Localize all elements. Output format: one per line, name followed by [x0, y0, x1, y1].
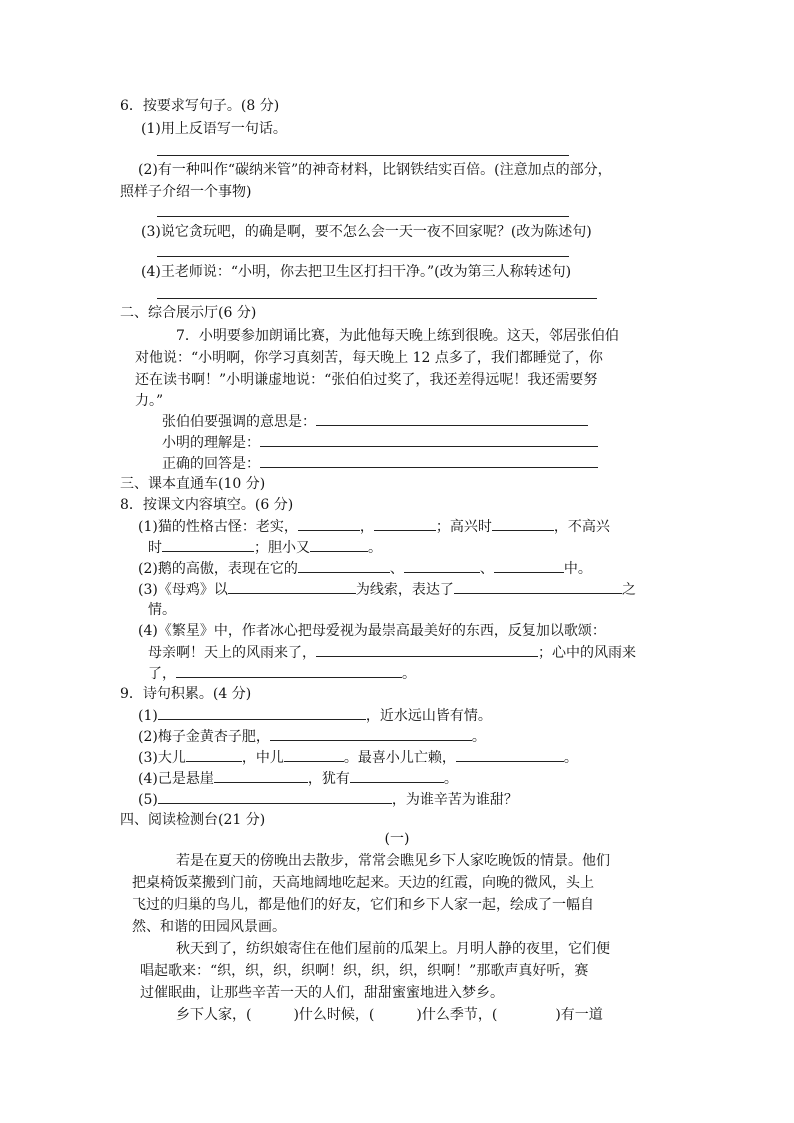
q9-3-line	[138, 747, 578, 768]
q6-title: 6．按要求写句子。(8 分)	[120, 98, 280, 114]
passage-line-4: 然、和谐的田园风景画。	[132, 919, 286, 935]
q9-4-blank-1[interactable]	[214, 768, 308, 783]
passage-line-8-text-c: )什么季节，(	[416, 1007, 498, 1023]
q9-title: 9．诗句积累。(4 分)	[120, 686, 252, 702]
q8-3-line1	[138, 579, 636, 600]
q9-3-blank-3[interactable]	[456, 747, 564, 762]
q8-3-blank-1[interactable]	[228, 579, 356, 594]
q8-1-text-d: ，不高兴	[553, 519, 610, 535]
q9-3-text-b: ，中儿	[241, 750, 284, 766]
section-4-title: 四、阅读检测台(21 分)	[120, 812, 266, 828]
answer-line-6-2[interactable]	[157, 216, 569, 217]
q8-4-text-e: 。	[402, 666, 416, 682]
q7-paragraph-line2: 对他说：“小明啊，你学习真刻苦，每天晚上 12 点多了，我们都睡觉了，你	[135, 350, 603, 366]
q8-title: 8．按课文内容填空。(6 分)	[120, 497, 294, 513]
q8-2-blank-1[interactable]	[298, 558, 390, 573]
q8-1-text-c: ；高兴时	[435, 519, 492, 535]
q9-1-text-b: ，近水远山皆有情。	[365, 708, 492, 724]
q8-2-line	[138, 558, 592, 579]
q8-2-blank-3[interactable]	[494, 558, 564, 573]
q9-4-text-c: 。	[443, 771, 458, 787]
q9-2-text-a: (2)梅子金黄杏子肥，	[138, 729, 270, 745]
q8-3-text-b: 为线索，表达了	[355, 582, 454, 598]
passage-line-6: 唱起歌来：“织，织，织，织啊！织，织，织，织啊！”那歌声真好听，赛	[140, 963, 589, 979]
q9-4-line	[138, 768, 458, 789]
q7-answer-label-1: 张伯伯要强调的意思是：	[162, 414, 316, 430]
q8-1-blank-2[interactable]	[374, 516, 436, 531]
q9-3-text-a: (3)大儿	[138, 750, 186, 766]
q8-2-text-d: 中。	[563, 561, 592, 577]
passage-line-8-text-b: )什么时候，(	[293, 1007, 375, 1023]
answer-line-6-3[interactable]	[157, 256, 569, 257]
passage-line-5: 秋天到了，纺织娘寄住在他们屋前的瓜架上。月明人静的夜里，它们便	[176, 941, 610, 957]
q8-2-text-b: 、	[389, 561, 404, 577]
q8-1-line1	[138, 516, 610, 537]
q9-2-blank[interactable]	[270, 726, 472, 741]
q9-5-line	[138, 789, 518, 810]
q9-1-line	[138, 705, 492, 726]
q9-3-text-c: 。最喜小儿亡赖，	[343, 750, 456, 766]
q9-5-blank[interactable]	[158, 789, 392, 804]
q7-paragraph-line4: 力。”	[135, 393, 164, 409]
q8-3-line2: 情。	[148, 602, 176, 618]
q8-4-text-b: 母亲啊！天上的风雨来了，	[148, 645, 316, 661]
q9-5-text-a: (5)	[138, 792, 158, 808]
q8-1-blank-5[interactable]	[310, 537, 368, 552]
q9-1-text-a: (1)	[138, 708, 158, 724]
answer-line-6-1[interactable]	[157, 155, 569, 156]
q9-4-blank-2[interactable]	[350, 768, 444, 783]
q8-1-line2	[148, 537, 382, 558]
q8-2-text-c: 、	[479, 561, 494, 577]
passage-line-8-text-a: 乡下人家，(	[176, 1007, 252, 1023]
q8-4-blank-1[interactable]	[316, 642, 538, 657]
q9-1-blank[interactable]	[158, 705, 366, 720]
q7-paragraph-line1: 7．小明要参加朗诵比赛，为此他每天晚上练到很晚。这天，邻居张伯伯	[176, 328, 619, 344]
q9-2-line	[138, 726, 486, 747]
passage-line-7: 过催眠曲，让那些辛苦一天的人们，甜甜蜜蜜地进入梦乡。	[140, 985, 504, 1001]
section-3-title: 三、课本直通车(10 分)	[120, 476, 266, 492]
q6-item-2-line2: 照样子介绍一个事物)	[120, 184, 252, 200]
q8-3-text-a: (3)《母鸡》以	[138, 582, 228, 598]
q7-answer-row-3	[162, 453, 598, 474]
q8-1-text-f: ；胆小又	[254, 540, 310, 556]
q8-1-blank-1[interactable]	[298, 516, 360, 531]
q9-5-text-b: ，为谁辛苦为谁甜？	[391, 792, 518, 808]
passage-line-3: 飞过的归巢的鸟儿，都是他们的好友，它们和乡下人家一起，绘成了一幅自	[132, 897, 594, 913]
q8-4-line1: (4)《繁星》中，作者冰心把母爱视为最崇高最美好的东西，反复加以歌颂：	[138, 623, 606, 639]
q7-answer-blank-3[interactable]	[260, 453, 598, 468]
q8-2-blank-2[interactable]	[404, 558, 480, 573]
q8-1-text-a: (1)猫的性格古怪：老实，	[138, 519, 298, 535]
q8-4-text-c: ；心中的风雨来	[538, 645, 636, 661]
passage-line-8-text-d: )有一道	[555, 1007, 603, 1023]
q7-answer-row-2	[162, 432, 598, 453]
q9-2-text-b: 。	[471, 729, 486, 745]
q8-4-line2	[148, 642, 636, 663]
q7-answer-row-1	[162, 411, 588, 432]
q8-1-blank-3[interactable]	[492, 516, 554, 531]
q6-item-1: (1)用上反语写一句话。	[141, 121, 287, 137]
q8-1-text-e: 时	[148, 540, 162, 556]
q8-2-text-a: (2)鹅的高傲，表现在它的	[138, 561, 298, 577]
q8-4-blank-2[interactable]	[176, 663, 402, 678]
q9-4-text-b: ，犹有	[307, 771, 350, 787]
q7-paragraph-line3: 还在读书啊！”小明谦虚地说：“张伯伯过奖了，我还差得远呢！我还需要努	[135, 372, 598, 388]
q9-3-blank-1[interactable]	[186, 747, 242, 762]
q6-item-4: (4)王老师说：“小明，你去把卫生区打扫干净。”(改为第三人称转述句)	[141, 264, 572, 280]
q7-answer-blank-1[interactable]	[316, 411, 588, 426]
q7-answer-label-2: 小明的理解是：	[162, 435, 260, 451]
answer-line-6-4[interactable]	[157, 298, 597, 299]
q8-1-text-b: ，	[359, 519, 374, 535]
q8-4-text-d: 了，	[148, 666, 176, 682]
q9-3-blank-2[interactable]	[284, 747, 344, 762]
q9-3-text-d: 。	[563, 750, 578, 766]
passage-line-1: 若是在夏天的傍晚出去散步，常常会瞧见乡下人家吃晚饭的情景。他们	[176, 853, 610, 869]
q8-3-blank-2[interactable]	[454, 579, 622, 594]
q7-answer-label-3: 正确的回答是：	[162, 456, 260, 472]
q7-answer-blank-2[interactable]	[260, 432, 598, 447]
passage-line-2: 把桌椅饭菜搬到门前，天高地阔地吃起来。天边的红霞，向晚的微风，头上	[132, 875, 594, 891]
section-2-title: 二、综合展示厅(6 分)	[120, 305, 257, 321]
q8-4-line3	[148, 663, 416, 684]
q8-1-blank-4[interactable]	[162, 537, 254, 552]
q6-item-2-line1: (2)有一种叫作“碳纳米管”的神奇材料，比钢铁结实百倍。(注意加点的部分，	[138, 162, 612, 178]
passage-line-8	[176, 1005, 603, 1025]
q8-1-text-g: 。	[368, 540, 382, 556]
passage-1-heading: (一)	[384, 831, 410, 847]
q9-4-text-a: (4)己是悬崖	[138, 771, 214, 787]
q8-3-text-c: 之	[621, 582, 636, 598]
q6-item-3: (3)说它贪玩吧，的确是啊，要不怎么会一天一夜不回家呢？(改为陈述句)	[141, 224, 592, 240]
